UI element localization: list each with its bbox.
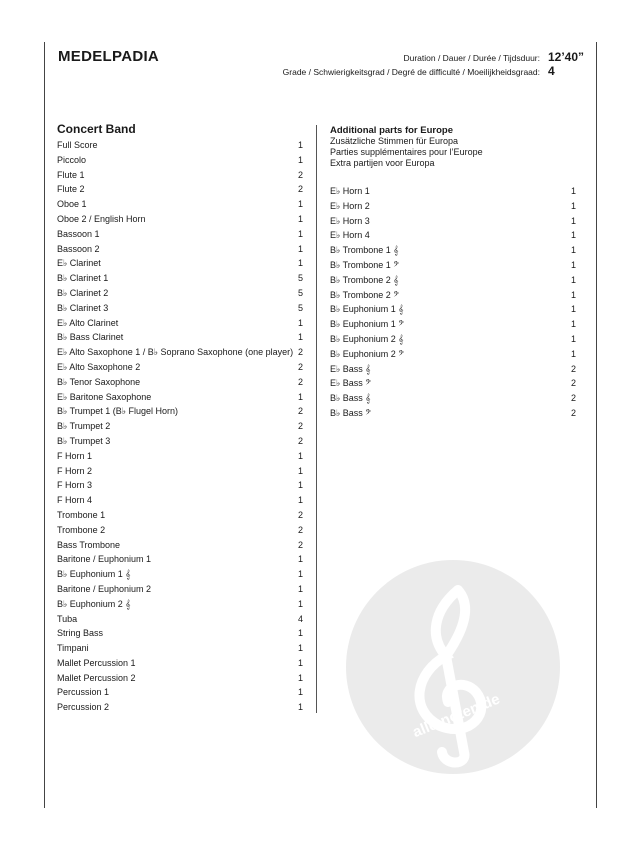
grade-label: Grade / Schwierigkeitsgrad / Degré de difficulté / Moeilijkheidsgraad: bbox=[282, 67, 540, 77]
part-count: 5 bbox=[297, 302, 303, 313]
part-count: 1 bbox=[297, 569, 303, 580]
part-count: 1 bbox=[297, 672, 303, 683]
part-count: 2 bbox=[297, 539, 303, 550]
part-name: F Horn 2 bbox=[57, 465, 93, 476]
part-count: 2 bbox=[570, 393, 576, 404]
part-name: Full Score bbox=[57, 140, 98, 150]
part-name: Baritone / Euphonium 2 bbox=[57, 583, 152, 594]
part-count: 2 bbox=[570, 378, 576, 389]
part-count: 4 bbox=[297, 613, 303, 624]
part-row bbox=[57, 493, 303, 508]
part-row bbox=[57, 330, 303, 345]
part-count: 2 bbox=[297, 169, 303, 180]
part-row bbox=[57, 301, 303, 316]
part-name: B♭ Euphonium 1 𝄞 bbox=[330, 304, 404, 315]
part-name: Mallet Percussion 1 bbox=[57, 657, 136, 668]
additional-parts-list bbox=[330, 184, 576, 421]
additional-parts-dutch: Extra partijen voor Europa bbox=[330, 158, 435, 168]
part-name: B♭ Clarinet 3 bbox=[57, 302, 109, 313]
part-count: 1 bbox=[570, 319, 576, 330]
additional-parts-french: Parties supplémentaires pour l’Europe bbox=[330, 147, 483, 157]
part-name: B♭ Trombone 2 𝄞 bbox=[330, 274, 399, 285]
part-name: B♭ Clarinet 2 bbox=[57, 287, 109, 298]
part-count: 1 bbox=[297, 317, 303, 328]
part-count: 1 bbox=[297, 598, 303, 609]
part-row bbox=[330, 199, 576, 214]
watermark-text: alle-noten.de bbox=[410, 690, 503, 742]
part-name: B♭ Trombone 1 𝄢 bbox=[330, 259, 400, 270]
part-row bbox=[57, 478, 303, 493]
part-count: 2 bbox=[297, 184, 303, 195]
duration-line bbox=[403, 50, 586, 64]
part-count: 2 bbox=[570, 363, 576, 374]
additional-parts-header bbox=[330, 125, 483, 169]
part-name: Tuba bbox=[57, 613, 78, 624]
part-name: B♭ Euphonium 2 𝄢 bbox=[330, 348, 405, 359]
part-count: 1 bbox=[297, 657, 303, 668]
part-count: 1 bbox=[570, 186, 576, 196]
part-count: 1 bbox=[570, 230, 576, 241]
part-row bbox=[57, 626, 303, 641]
part-name: B♭ Trumpet 2 bbox=[57, 421, 111, 432]
part-count: 2 bbox=[297, 361, 303, 372]
part-count: 1 bbox=[297, 213, 303, 224]
part-name: B♭ Bass Clarinet bbox=[57, 332, 124, 343]
part-name: F Horn 3 bbox=[57, 480, 93, 491]
part-name: Bass Trombone bbox=[57, 539, 121, 550]
part-row bbox=[57, 197, 303, 212]
part-row bbox=[57, 212, 303, 227]
part-count: 1 bbox=[297, 258, 303, 269]
left-margin-line bbox=[44, 42, 45, 808]
part-row bbox=[330, 317, 576, 332]
additional-parts-german: Zusätzliche Stimmen für Europa bbox=[330, 136, 459, 146]
part-name: E♭ Alto Saxophone 2 bbox=[57, 361, 141, 372]
part-name: B♭ Euphonium 1 𝄞 bbox=[57, 569, 131, 580]
part-row bbox=[57, 464, 303, 479]
part-row bbox=[57, 641, 303, 656]
part-count: 1 bbox=[570, 304, 576, 315]
part-name: Baritone / Euphonium 1 bbox=[57, 554, 152, 565]
part-row bbox=[57, 612, 303, 627]
part-name: Oboe 2 / English Horn bbox=[57, 213, 146, 224]
part-count: 1 bbox=[297, 199, 303, 210]
part-row bbox=[330, 258, 576, 273]
duration-value: 12’40” bbox=[548, 50, 585, 64]
part-count: 1 bbox=[297, 465, 303, 476]
part-name: B♭ Trombone 2 𝄢 bbox=[330, 289, 400, 300]
part-row bbox=[57, 271, 303, 286]
part-row bbox=[330, 214, 576, 229]
part-name: String Bass bbox=[57, 628, 104, 639]
part-row bbox=[57, 700, 303, 715]
part-name: E♭ Clarinet bbox=[57, 258, 101, 269]
part-name: E♭ Alto Saxophone 1 / B♭ Soprano Saxophone (one player) bbox=[57, 347, 294, 358]
part-row bbox=[57, 671, 303, 686]
part-count: 1 bbox=[297, 554, 303, 565]
part-name: Piccolo bbox=[57, 154, 87, 165]
part-row bbox=[330, 406, 576, 421]
part-row bbox=[57, 242, 303, 257]
part-count: 1 bbox=[297, 332, 303, 343]
part-count: 1 bbox=[570, 348, 576, 359]
part-name: Bassoon 2 bbox=[57, 243, 100, 254]
part-count: 1 bbox=[570, 245, 576, 256]
part-count: 1 bbox=[297, 480, 303, 491]
part-row bbox=[57, 168, 303, 183]
part-name: B♭ Trumpet 1 (B♭ Flugel Horn) bbox=[57, 406, 179, 417]
grade-line bbox=[283, 64, 586, 78]
duration-label: Duration / Dauer / Durée / Tijdsduur: bbox=[403, 53, 540, 63]
part-count: 1 bbox=[297, 702, 303, 713]
part-name: Flute 1 bbox=[57, 169, 85, 180]
part-row bbox=[57, 375, 303, 390]
part-row bbox=[330, 302, 576, 317]
part-row bbox=[330, 243, 576, 258]
part-name: B♭ Bass 𝄢 bbox=[330, 407, 372, 418]
part-count: 1 bbox=[297, 140, 303, 150]
part-name: B♭ Euphonium 1 𝄢 bbox=[330, 319, 405, 330]
part-name: Bassoon 1 bbox=[57, 228, 100, 239]
part-count: 1 bbox=[297, 583, 303, 594]
part-count: 2 bbox=[297, 406, 303, 417]
part-row bbox=[57, 523, 303, 538]
part-name: B♭ Bass 𝄞 bbox=[330, 393, 371, 404]
column-divider bbox=[316, 125, 317, 713]
part-row bbox=[57, 508, 303, 523]
part-count: 1 bbox=[297, 391, 303, 402]
part-row bbox=[330, 228, 576, 243]
part-row bbox=[57, 360, 303, 375]
part-name: Timpani bbox=[57, 643, 89, 654]
part-count: 2 bbox=[297, 347, 303, 358]
part-count: 2 bbox=[297, 509, 303, 520]
grade-value: 4 bbox=[548, 64, 555, 78]
part-name: Trombone 2 bbox=[57, 524, 106, 535]
part-row bbox=[57, 685, 303, 700]
concert-band-heading: Concert Band bbox=[57, 122, 136, 136]
part-count: 1 bbox=[297, 243, 303, 254]
part-row bbox=[57, 138, 303, 153]
part-name: E♭ Horn 4 bbox=[330, 230, 370, 241]
part-row bbox=[57, 182, 303, 197]
part-count: 1 bbox=[297, 495, 303, 506]
treble-clef-icon bbox=[346, 560, 560, 774]
part-count: 2 bbox=[297, 376, 303, 387]
part-row bbox=[57, 286, 303, 301]
part-count: 1 bbox=[570, 215, 576, 226]
part-count: 1 bbox=[297, 643, 303, 654]
part-row bbox=[330, 362, 576, 377]
part-name: Trombone 1 bbox=[57, 509, 106, 520]
part-row bbox=[57, 404, 303, 419]
part-name: B♭ Euphonium 2 𝄞 bbox=[330, 333, 404, 344]
part-name: B♭ Euphonium 2 𝄞 bbox=[57, 598, 131, 609]
part-row bbox=[330, 273, 576, 288]
part-row bbox=[57, 153, 303, 168]
right-margin-line bbox=[596, 42, 597, 808]
part-count: 2 bbox=[297, 524, 303, 535]
part-name: F Horn 1 bbox=[57, 450, 93, 461]
part-count: 1 bbox=[297, 450, 303, 461]
part-name: E♭ Baritone Saxophone bbox=[57, 391, 152, 402]
part-name: E♭ Horn 1 bbox=[330, 186, 370, 196]
part-row bbox=[57, 538, 303, 553]
part-count: 5 bbox=[297, 273, 303, 284]
part-row bbox=[57, 449, 303, 464]
part-name: F Horn 4 bbox=[57, 495, 93, 506]
part-count: 1 bbox=[570, 259, 576, 270]
part-name: Percussion 2 bbox=[57, 702, 110, 713]
part-row bbox=[57, 656, 303, 671]
part-name: Oboe 1 bbox=[57, 199, 87, 210]
page-title: MEDELPADIA bbox=[58, 48, 160, 65]
part-name: B♭ Tenor Saxophone bbox=[57, 376, 141, 387]
part-row bbox=[330, 391, 576, 406]
part-row bbox=[330, 347, 576, 362]
part-name: E♭ Horn 3 bbox=[330, 215, 370, 226]
part-row bbox=[57, 256, 303, 271]
part-count: 2 bbox=[297, 421, 303, 432]
part-name: B♭ Trombone 1 𝄞 bbox=[330, 245, 399, 256]
part-row bbox=[330, 288, 576, 303]
part-row bbox=[57, 582, 303, 597]
part-row bbox=[57, 419, 303, 434]
part-name: E♭ Alto Clarinet bbox=[57, 317, 119, 328]
part-row bbox=[57, 316, 303, 331]
part-row bbox=[330, 332, 576, 347]
part-name: Mallet Percussion 2 bbox=[57, 672, 136, 683]
part-row bbox=[57, 567, 303, 582]
part-count: 1 bbox=[570, 200, 576, 211]
part-count: 1 bbox=[570, 274, 576, 285]
part-count: 1 bbox=[570, 289, 576, 300]
part-count: 1 bbox=[297, 228, 303, 239]
part-row bbox=[57, 227, 303, 242]
concert-band-parts-list bbox=[57, 138, 303, 715]
part-row bbox=[57, 434, 303, 449]
part-count: 1 bbox=[297, 628, 303, 639]
additional-parts-heading: Additional parts for Europe bbox=[330, 125, 453, 136]
part-name: B♭ Clarinet 1 bbox=[57, 273, 109, 284]
part-count: 1 bbox=[297, 687, 303, 698]
part-row bbox=[330, 376, 576, 391]
part-name: E♭ Bass 𝄞 bbox=[330, 363, 371, 374]
part-count: 2 bbox=[570, 407, 576, 418]
part-name: B♭ Trumpet 3 bbox=[57, 435, 111, 446]
part-name: E♭ Horn 2 bbox=[330, 200, 370, 211]
part-count: 1 bbox=[570, 333, 576, 344]
part-count: 1 bbox=[297, 154, 303, 165]
part-row bbox=[57, 390, 303, 405]
part-count: 2 bbox=[297, 435, 303, 446]
part-row bbox=[57, 597, 303, 612]
part-row bbox=[330, 184, 576, 199]
part-name: Flute 2 bbox=[57, 184, 85, 195]
part-row bbox=[57, 345, 303, 360]
part-name: E♭ Bass 𝄢 bbox=[330, 378, 372, 389]
part-row bbox=[57, 552, 303, 567]
part-count: 5 bbox=[297, 287, 303, 298]
part-name: Percussion 1 bbox=[57, 687, 110, 698]
